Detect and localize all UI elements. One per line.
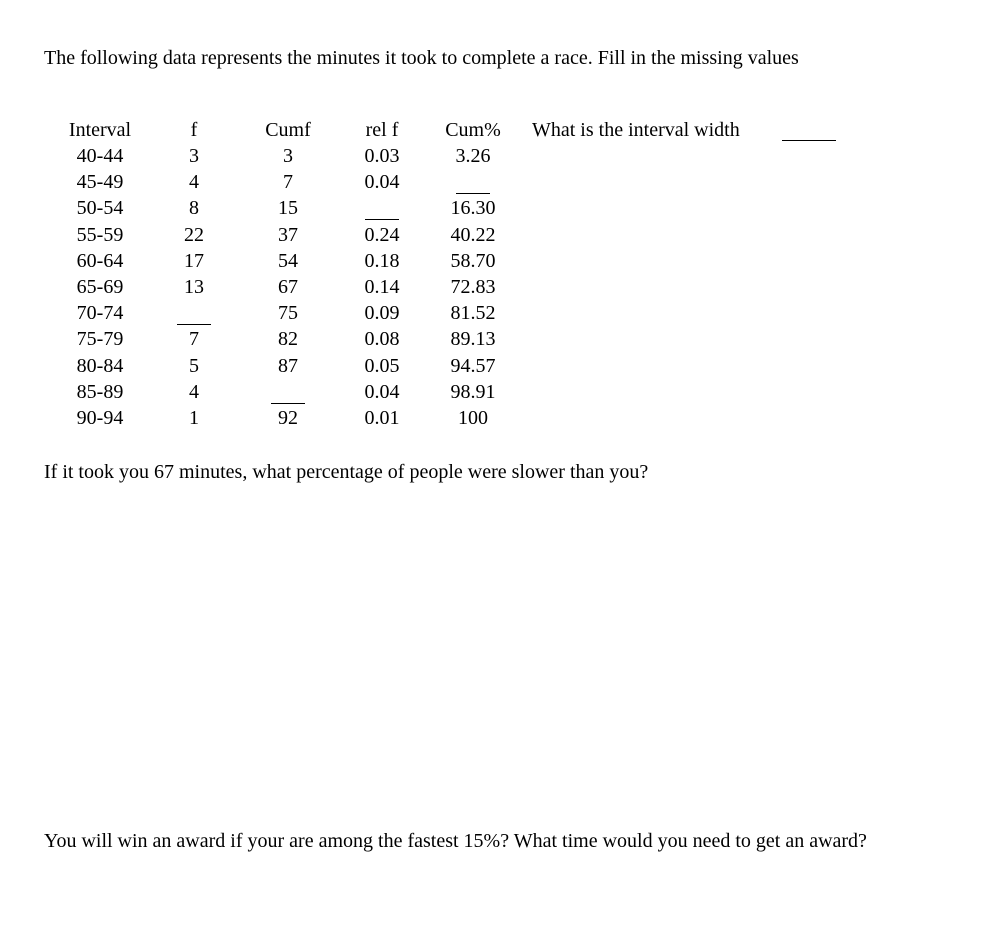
cell-interval: 40-44	[76, 145, 124, 167]
cell-cump: 98.91	[450, 380, 496, 403]
answer-blank-cump-row-1[interactable]	[456, 193, 490, 194]
answer-blank-relf-row-2[interactable]	[365, 219, 399, 220]
cell-cump: 89.13	[450, 328, 496, 351]
cell-cumf: 37	[278, 223, 298, 246]
cell-interval: 55-59	[76, 223, 124, 246]
cell-cump: 40.22	[450, 223, 496, 246]
question-slower: If it took you 67 minutes, what percentage of people were slower than you?	[44, 461, 649, 483]
cell-f: 4	[189, 380, 199, 403]
intro-text: The following data represents the minutes it took to complete a race. Fill in the missing values	[44, 47, 799, 69]
cell-interval: 90-94	[76, 407, 124, 429]
cell-cumf: 92	[278, 407, 298, 429]
header-interval: Interval	[68, 119, 132, 141]
cell-cumf: 7	[283, 171, 293, 194]
cell-interval: 80-84	[76, 354, 124, 377]
cell-relf: 0.08	[364, 328, 400, 351]
cell-relf: 0.18	[364, 249, 400, 272]
cell-f: 4	[189, 171, 199, 194]
cell-relf: 0.01	[364, 407, 400, 429]
cell-cumf: 15	[278, 197, 298, 220]
cell-relf: 0.04	[364, 171, 400, 194]
cell-cump: 81.52	[450, 302, 496, 325]
interval-width-question: What is the interval width	[532, 119, 740, 141]
cell-f: 8	[189, 197, 199, 220]
cell-relf: 0.04	[364, 380, 400, 403]
answer-blank-cumf-row-9[interactable]	[271, 403, 305, 404]
cell-interval: 45-49	[76, 171, 124, 194]
header-cump: Cum%	[445, 119, 501, 141]
header-relf: rel f	[365, 119, 399, 141]
cell-relf: 0.24	[364, 223, 400, 246]
cell-interval: 70-74	[76, 302, 124, 325]
cell-interval: 75-79	[76, 328, 124, 351]
cell-cumf: 82	[278, 328, 298, 351]
cell-cump: 58.70	[450, 249, 496, 272]
interval-width-answer-blank[interactable]	[782, 140, 836, 141]
answer-blank-f-row-6[interactable]	[177, 324, 211, 325]
cell-relf: 0.14	[364, 276, 400, 298]
cell-f: 22	[184, 223, 204, 246]
cell-f: 3	[189, 145, 199, 167]
cell-cump: 3.26	[455, 145, 491, 167]
cell-relf: 0.05	[364, 354, 400, 377]
cell-cump: 94.57	[450, 354, 496, 377]
cell-f: 5	[189, 354, 199, 377]
cell-f: 7	[189, 328, 199, 351]
cell-f: 17	[184, 249, 204, 272]
cell-relf: 0.03	[364, 145, 400, 167]
cell-interval: 85-89	[76, 380, 124, 403]
header-cumf: Cumf	[265, 119, 311, 141]
cell-cumf: 75	[278, 302, 298, 325]
cell-cumf: 87	[278, 354, 298, 377]
cell-cump: 16.30	[450, 197, 496, 220]
cell-f: 1	[189, 407, 199, 429]
cell-cump: 100	[458, 407, 488, 429]
cell-cumf: 67	[278, 276, 298, 298]
cell-interval: 60-64	[76, 249, 124, 272]
cell-relf: 0.09	[364, 302, 400, 325]
cell-cumf: 3	[283, 145, 293, 167]
cell-interval: 65-69	[76, 276, 124, 298]
question-award: You will win an award if your are among the fastest 15%? What time would you need to get an award?	[44, 830, 867, 852]
header-f: f	[190, 119, 198, 141]
cell-cumf: 54	[278, 249, 298, 272]
cell-cump: 72.83	[450, 276, 496, 298]
cell-f: 13	[184, 276, 204, 298]
cell-interval: 50-54	[76, 197, 124, 220]
